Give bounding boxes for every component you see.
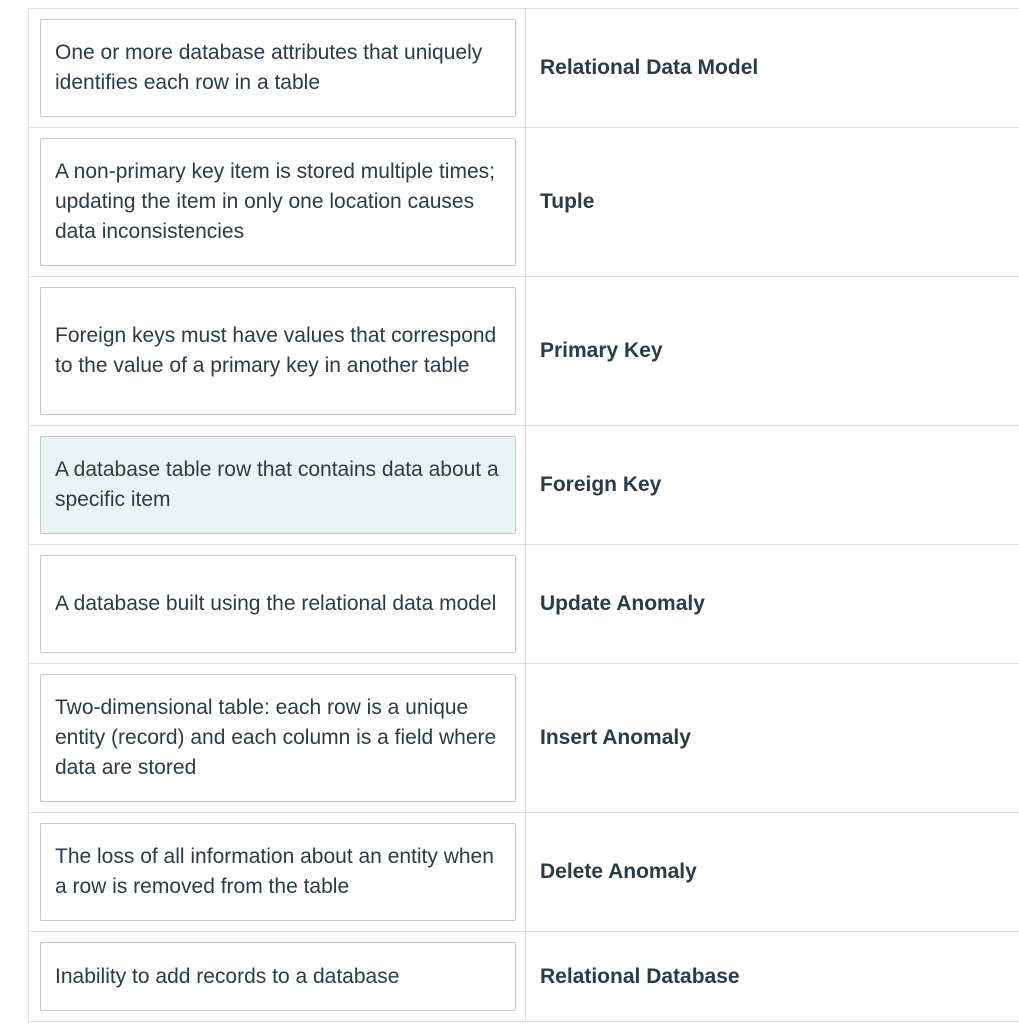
definition-option[interactable]: Two-dimensional table: each row is a unique entity (record) and each column is a field where data are stored: [40, 674, 516, 802]
term-label: Primary Key: [540, 339, 663, 362]
definition-option[interactable]: Inability to add records to a database: [40, 942, 516, 1011]
table-row: [29, 932, 1019, 1022]
table-row: [29, 664, 1019, 813]
definition-cell: [29, 426, 526, 544]
definition-option[interactable]: One or more database attributes that uniquely identifies each row in a table: [40, 19, 516, 117]
table-row: [29, 9, 1019, 128]
definition-cell: [29, 813, 526, 931]
definition-option[interactable]: Foreign keys must have values that correspond to the value of a primary key in another table: [40, 287, 516, 415]
table-row: [29, 128, 1019, 277]
term-label: Insert Anomaly: [540, 726, 691, 749]
definition-option[interactable]: The loss of all information about an entity when a row is removed from the table: [40, 823, 516, 921]
definition-cell: [29, 128, 526, 276]
term-label: Relational Data Model: [540, 56, 759, 79]
definition-cell: [29, 545, 526, 663]
definition-cell: [29, 932, 526, 1021]
matching-table: [28, 8, 1019, 1022]
table-row: [29, 277, 1019, 426]
table-row: [29, 813, 1019, 932]
definition-option[interactable]: A database built using the relational data model: [40, 555, 516, 653]
definition-cell: [29, 9, 526, 127]
term-label: Relational Database: [540, 964, 740, 988]
definition-option[interactable]: A non-primary key item is stored multiple times; updating the item in only one location causes data inconsistencies: [40, 138, 516, 266]
table-row: [29, 426, 1019, 545]
table-row: [29, 545, 1019, 664]
definition-option-highlighted[interactable]: A database table row that contains data about a specific item: [40, 436, 516, 534]
term-label: Tuple: [540, 190, 595, 213]
definition-cell: [29, 664, 526, 812]
term-label: Delete Anomaly: [540, 860, 697, 883]
definition-cell: [29, 277, 526, 425]
term-label: Update Anomaly: [540, 592, 705, 615]
term-label: Foreign Key: [540, 473, 662, 496]
